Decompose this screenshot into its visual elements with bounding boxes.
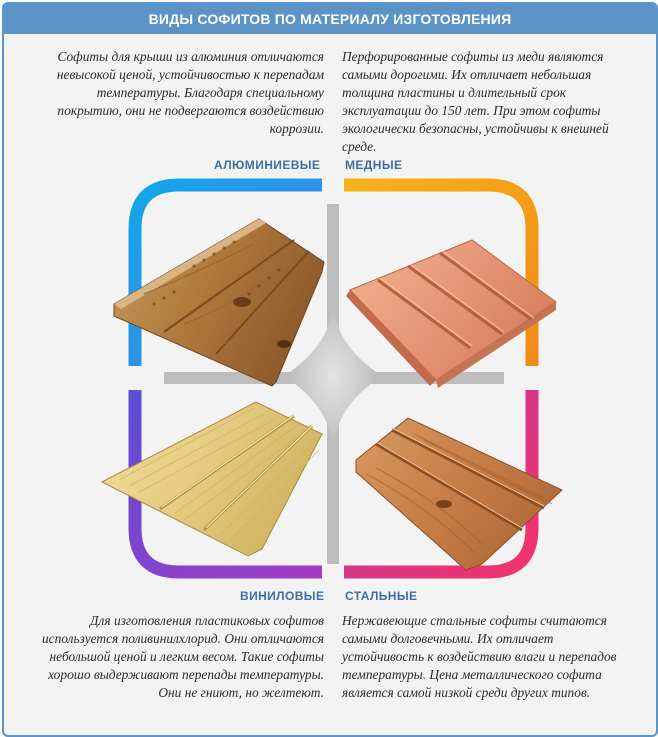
steel-label: СТАЛЬНЫЕ	[345, 589, 418, 603]
page-title: ВИДЫ СОФИТОВ ПО МАТЕРИАЛУ ИЗГОТОВЛЕНИЯ	[4, 4, 656, 34]
aluminum-label: АЛЮМИНИЕВЫЕ	[214, 158, 321, 172]
vinyl-label: ВИНИЛОВЫЕ	[240, 589, 325, 603]
copper-label: МЕДНЫЕ	[345, 158, 403, 172]
copper-soffit-image	[346, 240, 556, 388]
infographic-frame	[2, 2, 658, 737]
aluminum-description: Софиты для крыши из алюминия отличаются невысокой ценой, устойчивостью к перепадам температуры. Благодаря специальному покрытию, они не подвергаются воздействию коррозии.	[56, 49, 324, 136]
aluminum-soffit-image	[114, 219, 324, 386]
copper-description: Перфорированные софиты из меди являются самыми дорогими. Их отличает небольшая толщина пластины и длительный срок эксплуатации до 150 лет. При этом софиты экологически безопасны, устойчивы к внешней среде.	[342, 49, 609, 154]
steel-description: Нержавеющие стальные софиты считаются самыми долговечными. Их отличает устойчивость к воздействию влаги и перепадов температуры. Цена металлического софита является самой низкой среди других типов.	[342, 613, 617, 700]
vinyl-description: Для изготовления пластиковых софитов используется поливинилхлорид. Они отличаются небольшой ценой и легким весом. Такие софиты хорошо выдерживают перепады температуры. Они не гниют, но желтеют.	[41, 613, 324, 700]
